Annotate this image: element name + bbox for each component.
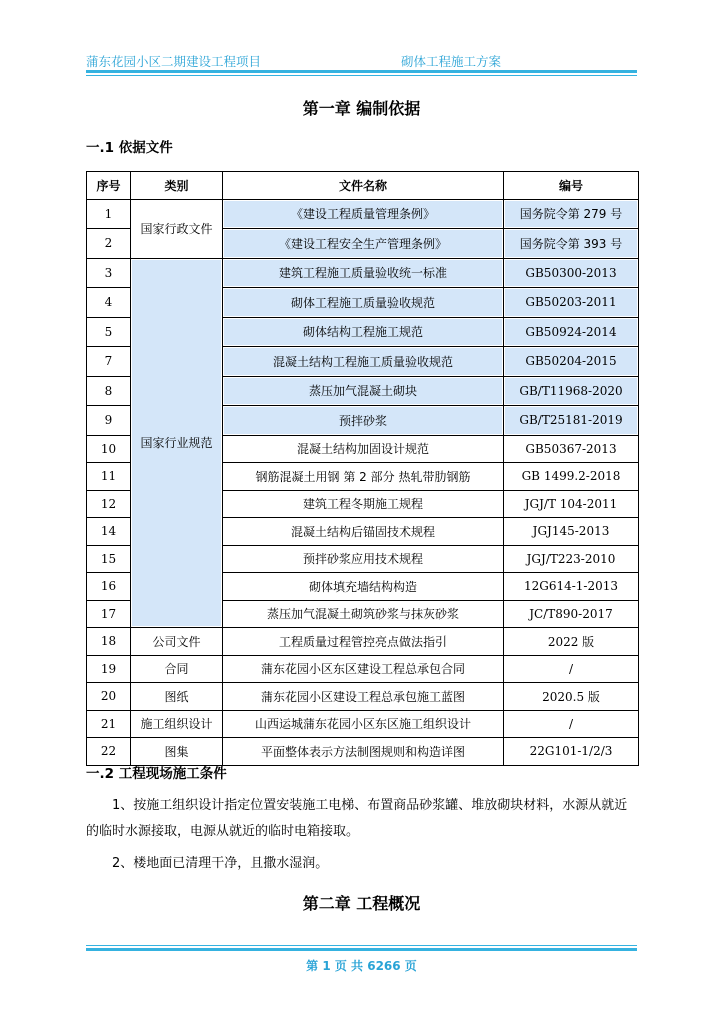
header-rule-thin [86, 75, 637, 76]
row-number: 9 [87, 406, 131, 436]
row-number: 1 [87, 199, 131, 229]
page-header [86, 50, 637, 72]
row-document-name: 工程质量过程管控亮点做法指引 [223, 628, 504, 656]
row-number: 18 [87, 628, 131, 656]
row-number: 14 [87, 518, 131, 546]
row-document-code: GB/T11968-2020 [504, 376, 639, 406]
row-document-code: 国务院令第 279 号 [504, 199, 639, 229]
row-document-name: 混凝土结构工程施工质量验收规范 [223, 347, 504, 377]
footer-rule-thick [86, 948, 637, 951]
row-document-code: GB50204-2015 [504, 347, 639, 377]
row-document-code: GB50203-2011 [504, 288, 639, 318]
row-number: 11 [87, 463, 131, 491]
reference-documents-table [86, 171, 639, 766]
row-document-name: 砌体工程施工质量验收规范 [223, 288, 504, 318]
row-document-name: 蒸压加气混凝土砌筑砂浆与抹灰砂浆 [223, 600, 504, 628]
row-document-name: 钢筋混凝土用钢 第 2 部分 热轧带肋钢筋 [223, 463, 504, 491]
header-document-name: 砌体工程施工方案 [401, 54, 502, 69]
row-number: 22 [87, 738, 131, 766]
row-document-code: JC/T890-2017 [504, 600, 639, 628]
row-document-name: 《建设工程质量管理条例》 [223, 199, 504, 229]
row-document-code: GB50924-2014 [504, 317, 639, 347]
row-number: 21 [87, 710, 131, 738]
row-document-name: 蒸压加气混凝土砌块 [223, 376, 504, 406]
row-category: 公司文件 [131, 628, 223, 656]
row-number: 2 [87, 229, 131, 259]
row-document-code: GB50367-2013 [504, 435, 639, 463]
col-header-name: 文件名称 [223, 172, 504, 200]
row-document-code: 22G101-1/2/3 [504, 738, 639, 766]
row-document-code: GB 1499.2-2018 [504, 463, 639, 491]
row-number: 3 [87, 258, 131, 288]
row-number: 8 [87, 376, 131, 406]
row-document-name: 砌体结构工程施工规范 [223, 317, 504, 347]
row-document-name: 蒲东花园小区东区建设工程总承包合同 [223, 655, 504, 683]
row-document-code: / [504, 710, 639, 738]
section-1-1-title: 一.1 依据文件 [86, 140, 173, 156]
header-rule-thick [86, 70, 637, 73]
row-document-name: 预拌砂浆应用技术规程 [223, 545, 504, 573]
row-number: 17 [87, 600, 131, 628]
row-number: 19 [87, 655, 131, 683]
row-number: 15 [87, 545, 131, 573]
row-document-name: 《建设工程安全生产管理条例》 [223, 229, 504, 259]
row-document-name: 山西运城蒲东花园小区东区施工组织设计 [223, 710, 504, 738]
row-document-name: 混凝土结构后锚固技术规程 [223, 518, 504, 546]
header-project-name: 蒲东花园小区二期建设工程项目 [86, 54, 262, 69]
row-document-code: 国务院令第 393 号 [504, 229, 639, 259]
paragraph-1: 1、按施工组织设计指定位置安装施工电梯、布置商品砂浆罐、堆放砌块材料，水源从就近的临时水源接取，电源从就近的临时电箱接取。 [86, 798, 628, 839]
row-document-name: 建筑工程施工质量验收统一标准 [223, 258, 504, 288]
col-header-category: 类别 [131, 172, 223, 200]
row-document-name: 平面整体表示方法制图规则和构造详图 [223, 738, 504, 766]
table-header-row [87, 172, 639, 200]
row-document-name: 砌体填充墙结构构造 [223, 573, 504, 601]
row-document-code: GB50300-2013 [504, 258, 639, 288]
table-row [87, 655, 639, 683]
table-row [87, 710, 639, 738]
row-number: 20 [87, 683, 131, 711]
row-number: 16 [87, 573, 131, 601]
col-header-no: 序号 [87, 172, 131, 200]
table-row [87, 683, 639, 711]
row-document-code: JGJ145-2013 [504, 518, 639, 546]
row-document-name: 预拌砂浆 [223, 406, 504, 436]
row-document-code: JGJ/T223-2010 [504, 545, 639, 573]
section-1-2-title: 一.2 工程现场施工条件 [86, 766, 227, 782]
row-number: 7 [87, 347, 131, 377]
chapter-1-title: 第一章 编制依据 [302, 99, 421, 118]
row-category: 国家行业规范 [131, 258, 223, 628]
row-number: 5 [87, 317, 131, 347]
paragraph-2: 2、楼地面已清理干净，且撒水湿润。 [112, 856, 329, 871]
row-number: 10 [87, 435, 131, 463]
row-category: 合同 [131, 655, 223, 683]
page-number: 第 1 页 共 6266 页 [306, 959, 417, 973]
footer-rule-thin [86, 945, 637, 946]
col-header-code: 编号 [504, 172, 639, 200]
table-row [87, 199, 639, 229]
row-document-code: GB/T25181-2019 [504, 406, 639, 436]
row-document-name: 建筑工程冬期施工规程 [223, 490, 504, 518]
row-document-code: 2022 版 [504, 628, 639, 656]
row-document-code: JGJ/T 104-2011 [504, 490, 639, 518]
row-category: 图纸 [131, 683, 223, 711]
row-category: 国家行政文件 [131, 199, 223, 258]
row-number: 12 [87, 490, 131, 518]
row-category: 施工组织设计 [131, 710, 223, 738]
row-document-code: 2020.5 版 [504, 683, 639, 711]
row-document-name: 混凝土结构加固设计规范 [223, 435, 504, 463]
table-row [87, 258, 639, 288]
row-number: 4 [87, 288, 131, 318]
row-category: 图集 [131, 738, 223, 766]
chapter-2-title: 第二章 工程概况 [302, 894, 421, 913]
row-document-code: 12G614-1-2013 [504, 573, 639, 601]
table-row [87, 628, 639, 656]
table-row [87, 738, 639, 766]
row-document-name: 蒲东花园小区建设工程总承包施工蓝图 [223, 683, 504, 711]
row-document-code: / [504, 655, 639, 683]
